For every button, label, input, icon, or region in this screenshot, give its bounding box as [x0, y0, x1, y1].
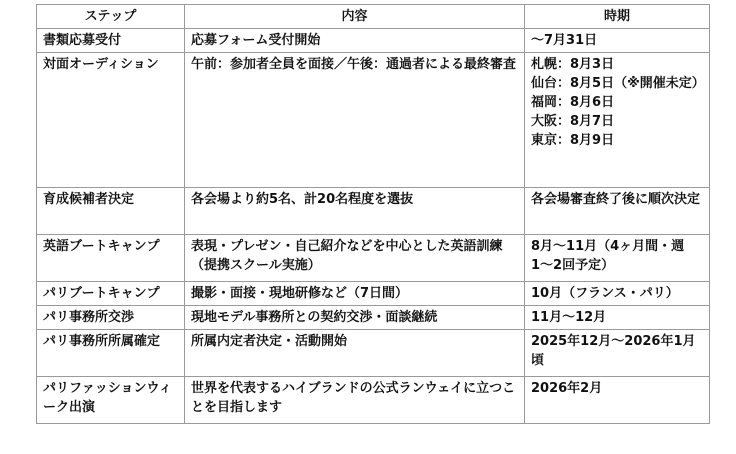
table-row [37, 29, 710, 53]
period-line: 各会場審査終了後に順次決定 [531, 192, 701, 207]
step-cell: 英語ブートキャンプ [37, 235, 185, 282]
content-cell: 世界を代表するハイブランドの公式ランウェイに立つことを目指します [185, 377, 525, 424]
period-cell [525, 282, 710, 306]
content-cell: 現地モデル事務所との契約交渉・面談継続 [185, 306, 525, 330]
table-row [37, 53, 710, 188]
step-cell: 育成候補者決定 [37, 188, 185, 235]
period-line: 仙台：8月5日（※開催未定） [531, 76, 705, 91]
step-cell: 書類応募受付 [37, 29, 185, 53]
step-cell: パリ事務所所属確定 [37, 330, 185, 377]
period-cell [525, 330, 710, 377]
step-cell: パリブートキャンプ [37, 282, 185, 306]
period-line: 大阪：8月7日 [531, 114, 615, 129]
period-line: 2026年2月 [531, 381, 603, 396]
table-row [37, 330, 710, 377]
period-line: 〜7月31日 [531, 33, 598, 48]
period-line: 8月〜11月（4ヶ月間・週1〜2回予定） [531, 239, 685, 273]
header-row [37, 5, 710, 29]
table-row [37, 188, 710, 235]
content-cell: 午前：参加者全員を面接／午後：通過者による最終審査 [185, 53, 525, 188]
period-line: 2025年12月〜2026年1月頃 [531, 334, 696, 368]
content-cell: 所属内定者決定・活動開始 [185, 330, 525, 377]
content-cell: 応募フォーム受付開始 [185, 29, 525, 53]
period-cell [525, 29, 710, 53]
header-step: ステップ [37, 5, 185, 29]
period-line: 11月〜12月 [531, 310, 607, 325]
period-line: 福岡：8月6日 [531, 95, 615, 110]
period-cell [525, 188, 710, 235]
content-cell: 撮影・面接・現地研修など（7日間） [185, 282, 525, 306]
step-cell: パリ事務所交渉 [37, 306, 185, 330]
period-line: 10月（フランス・パリ） [531, 286, 679, 301]
period-cell [525, 377, 710, 424]
table-row [37, 377, 710, 424]
period-line: 東京：8月9日 [531, 133, 615, 148]
step-cell: 対面オーディション [37, 53, 185, 188]
period-line: 札幌：8月3日 [531, 57, 615, 72]
period-cell [525, 53, 710, 188]
period-cell [525, 306, 710, 330]
table-row [37, 306, 710, 330]
content-cell: 各会場より約5名、計20名程度を選抜 [185, 188, 525, 235]
content-cell: 表現・プレゼン・自己紹介などを中心とした英語訓練（提携スクール実施） [185, 235, 525, 282]
header-period: 時期 [525, 5, 710, 29]
header-content: 内容 [185, 5, 525, 29]
step-cell: パリファッションウィーク出演 [37, 377, 185, 424]
schedule-table [36, 4, 710, 424]
table-row [37, 282, 710, 306]
period-cell [525, 235, 710, 282]
table-row [37, 235, 710, 282]
